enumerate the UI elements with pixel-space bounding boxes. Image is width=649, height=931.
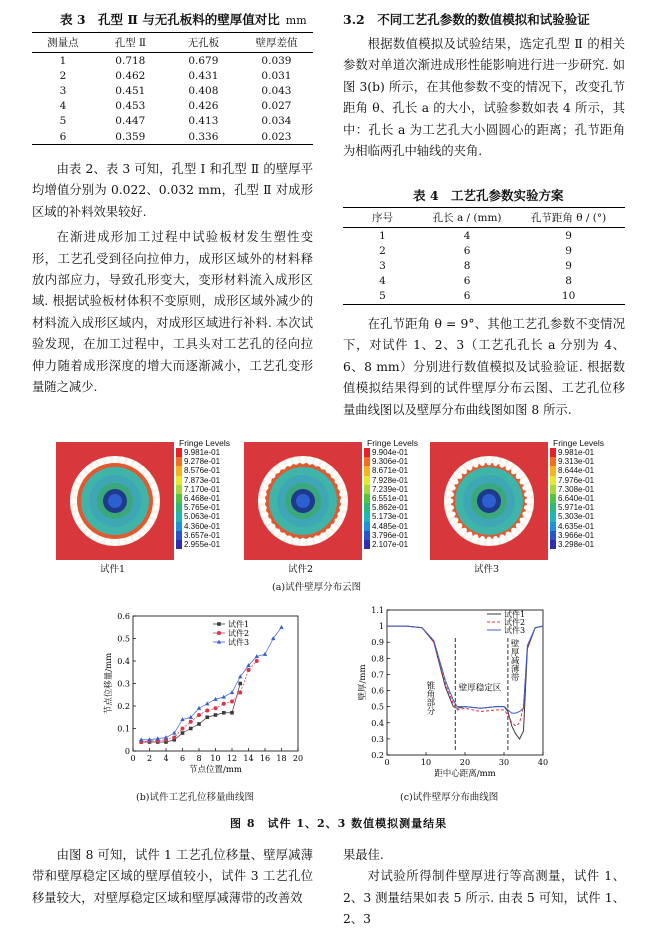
fringe-swatch: [176, 476, 182, 485]
table3-cell: 0.413: [188, 115, 219, 128]
fringe-level: [550, 476, 594, 485]
x-tick-label: 10: [210, 754, 221, 763]
y-tick-label: 0.7: [371, 670, 384, 680]
right-paragraph: 在孔节距角 θ = 9°、其他工艺孔参数不变情况下，对试件 1、2、3（工艺孔孔长 a 分别为 4、6、8 mm）分别进行数值模拟及试验验证. 根据数值模拟结果得到的试件壁厚分布云图、工艺孔位移量曲线图以及壁厚分布曲线图如图 8 所示.: [343, 317, 625, 417]
fringe-level: [550, 494, 594, 503]
fringe-level: [176, 531, 220, 540]
series-line: [141, 661, 257, 742]
bottom-left-paragraph: 由图 8 可知，试件 1 工艺孔位移量、壁厚减薄带和壁厚稳定区域的壁厚值较小，试件 3 工艺孔位移量较大，对壁厚稳定区域和壁厚减薄带的改善效: [32, 848, 313, 905]
y-axis-label: 节点位移量/mm: [104, 652, 114, 715]
y-tick-label: 0.6: [117, 612, 130, 621]
process-hole: [258, 499, 266, 504]
fringe-level-value: 7.928e-01: [372, 475, 409, 485]
process-hole: [487, 456, 492, 465]
fringe-swatch: [364, 457, 370, 466]
fringe-swatch: [550, 448, 556, 457]
fringe-level: [364, 457, 408, 466]
fringe-level: [176, 540, 220, 549]
fringe-swatch: [364, 540, 370, 549]
process-hole: [487, 537, 492, 546]
fringe-level: [364, 503, 408, 512]
table3-cell: 0.451: [115, 84, 146, 97]
sim-field: [244, 442, 362, 560]
table3-row: [32, 83, 313, 98]
x-tick-label: 40: [537, 758, 549, 767]
table3-cell: 3: [59, 84, 67, 97]
table3-cell: 1: [59, 54, 67, 67]
fringe-level-value: 8.644e-01: [558, 466, 595, 476]
table4-cell: 6: [463, 275, 471, 288]
table4-cell: 8: [463, 259, 471, 272]
fringe-level-value: 9.278e-01: [184, 457, 221, 467]
table3-cell: 0.426: [188, 100, 219, 113]
legend-marker: [217, 622, 221, 626]
table4-row: [343, 274, 625, 289]
fringe-swatch: [364, 485, 370, 494]
process-hole: [525, 499, 534, 504]
fringe-level: [364, 522, 408, 531]
table3-title: [60, 10, 307, 28]
sim-contour: [56, 442, 174, 560]
x-tick-label: 14: [243, 754, 254, 763]
fringe-levels-title: Fringe Levels: [179, 438, 231, 448]
fringe-swatch: [550, 503, 556, 512]
x-axis-label: 节点位置/mm: [189, 765, 242, 775]
table4-cell: 4: [379, 275, 386, 288]
fringe-levels-title: Fringe Levels: [367, 438, 419, 448]
table3-row: [32, 114, 313, 129]
table4-cell: 8: [565, 275, 572, 288]
left-paragraph-1: 由表 2、表 3 可知，孔型 Ⅰ 和孔型 Ⅱ 的壁厚平均增值分别为 0.022、0.032 mm，孔型 Ⅱ 对成形区域的补料效果较好.: [32, 162, 313, 219]
table3-cell: 0.462: [115, 69, 146, 82]
process-hole: [340, 499, 348, 504]
x-tick-label: 10: [420, 758, 432, 767]
fringe-level-value: 6.468e-01: [184, 494, 221, 504]
fig8c-caption: (c)试件壁厚分布曲线图: [400, 792, 499, 803]
fringe-level-value: 7.976e-01: [558, 475, 595, 485]
fringe-swatch: [550, 540, 556, 549]
section-text: [343, 34, 625, 162]
fringe-level: [176, 522, 220, 531]
x-tick-label: 20: [292, 754, 304, 763]
fringe-swatch: [176, 485, 182, 494]
fringe-swatch: [176, 448, 182, 457]
fringe-level-value: 7.873e-01: [184, 475, 221, 485]
bottom-right-line: 果最佳.: [343, 848, 384, 862]
fringe-level: [364, 476, 408, 485]
table3-cell: 0.447: [115, 115, 146, 128]
data-point: [189, 727, 193, 731]
process-hole: [70, 499, 77, 504]
table3-cell: 2: [59, 69, 67, 82]
fringe-swatch: [364, 494, 370, 503]
sim-panel: [244, 438, 424, 575]
contour-ring: [482, 494, 496, 508]
table4: [343, 207, 625, 305]
table4-cell: 2: [379, 244, 386, 257]
data-point: [222, 702, 226, 706]
fringe-level: [364, 512, 408, 521]
table4-row: [343, 228, 625, 244]
fringe-level-value: 4.485e-01: [372, 521, 409, 531]
fringe-level-value: 2.107e-01: [372, 539, 409, 549]
data-point: [172, 731, 176, 735]
y-tick-label: 0.2: [371, 751, 384, 760]
fringe-level-value: 8.671e-01: [372, 466, 409, 476]
sim-panel: [56, 438, 236, 575]
data-point: [247, 668, 251, 672]
table4-row: [343, 289, 625, 305]
fringe-level: [364, 494, 408, 503]
legend-marker: [217, 631, 221, 635]
table3-cell: 0.031: [261, 69, 292, 82]
annotation-stable: 壁厚稳定区: [458, 683, 502, 694]
fringe-scale: [364, 448, 408, 549]
table4-cell: 5: [343, 289, 422, 305]
data-point: [230, 700, 234, 704]
fringe-level: [550, 531, 594, 540]
y-tick-label: 0.3: [371, 734, 384, 744]
fringe-swatch: [176, 531, 182, 540]
data-point: [279, 625, 283, 629]
sim-label: 试件1: [100, 564, 126, 575]
sim-contour: [430, 442, 548, 560]
process-hole: [113, 539, 118, 546]
x-tick-label: 12: [226, 754, 238, 763]
table3-cell: 0.039: [261, 54, 292, 67]
fringe-level-value: 3.298e-01: [558, 539, 595, 549]
legend-label: 试件3: [504, 626, 526, 635]
fringe-level-value: 5.173e-01: [372, 512, 409, 522]
x-axis-label: 距中心距离/mm: [434, 769, 496, 779]
table4-header: 序号: [343, 208, 422, 228]
fringe-level: [550, 485, 594, 494]
process-hole: [153, 499, 160, 504]
fringe-swatch: [550, 466, 556, 475]
fringe-swatch: [550, 522, 556, 531]
data-point: [230, 690, 234, 694]
fringe-swatch: [550, 457, 556, 466]
table4-cell: 9: [565, 244, 572, 257]
table3-cell: 0.718: [115, 54, 146, 67]
table4-cell: 9: [565, 229, 572, 242]
table4-cell: 6: [422, 289, 512, 305]
fringe-swatch: [550, 485, 556, 494]
fringe-level-value: 3.796e-01: [372, 530, 409, 540]
table3-cell: 0.453: [115, 100, 146, 113]
data-point: [189, 720, 193, 724]
fringe-level-value: 3.657e-01: [184, 530, 221, 540]
bottom-left-text: [32, 845, 313, 909]
x-tick-label: 20: [459, 758, 471, 767]
fringe-level-value: 9.306e-01: [372, 457, 409, 467]
sim-label: 试件3: [474, 564, 500, 575]
legend-label: 试件3: [228, 638, 250, 647]
fringe-level: [550, 512, 594, 521]
fringe-level-value: 7.170e-01: [184, 484, 221, 494]
contour-ring: [108, 494, 122, 508]
y-tick-label: 0.9: [371, 638, 384, 648]
table3-row: [32, 129, 313, 145]
table4-cell: 9: [565, 259, 572, 272]
y-tick-label: 0.8: [371, 654, 384, 664]
table4-header: 孔长 a / (mm): [422, 208, 512, 228]
x-tick-label: 30: [498, 758, 510, 767]
x-tick-label: 16: [259, 754, 271, 763]
fig8b-caption: (b)试件工艺孔位移量曲线图: [136, 792, 254, 803]
fringe-swatch: [364, 476, 370, 485]
process-hole: [301, 456, 306, 464]
annotation-cone: 锥角部分: [424, 680, 435, 715]
fringe-level: [550, 522, 594, 531]
fringe-level-value: 7.239e-01: [372, 484, 409, 494]
legend-label: 试件1: [504, 610, 526, 619]
data-point: [205, 701, 209, 705]
table3-cell: 0.023: [240, 129, 313, 145]
fringe-swatch: [176, 503, 182, 512]
table3-header: 测量点: [32, 33, 94, 53]
y-tick-label: 1: [378, 622, 384, 632]
fringe-swatch: [364, 448, 370, 457]
data-point: [181, 731, 185, 735]
fringe-level-value: 5.765e-01: [184, 503, 221, 513]
fringe-swatch: [364, 466, 370, 475]
fringe-level-value: 4.360e-01: [184, 521, 221, 531]
table3-row: [32, 53, 313, 69]
fringe-level: [176, 494, 220, 503]
table3-header: 无孔板: [167, 33, 240, 53]
fringe-swatch: [176, 512, 182, 521]
fringe-swatch: [176, 540, 182, 549]
fringe-level: [550, 503, 594, 512]
fringe-swatch: [176, 522, 182, 531]
y-tick-label: 0.5: [117, 634, 130, 644]
fringe-swatch: [364, 531, 370, 540]
fringe-level: [364, 448, 408, 457]
fringe-scale: [176, 448, 220, 549]
legend-marker: [217, 640, 221, 644]
fringe-scale: [550, 448, 594, 549]
table4-cell: 10: [512, 289, 625, 305]
fringe-level: [364, 540, 408, 549]
fringe-level: [176, 448, 220, 457]
legend-label: 试件1: [228, 620, 250, 629]
fringe-level: [176, 466, 220, 475]
data-point: [139, 737, 143, 741]
fringe-level: [364, 466, 408, 475]
fringe-level-value: 9.904e-01: [372, 448, 409, 458]
sim-field: [430, 442, 548, 560]
x-tick-label: 2: [146, 754, 153, 763]
data-point: [238, 682, 242, 686]
fig8b-chart: [95, 604, 310, 779]
process-hole: [444, 499, 453, 504]
table3-row: [32, 99, 313, 114]
x-tick-label: 8: [196, 754, 202, 763]
series-line: [387, 626, 543, 739]
y-tick-label: 0.4: [117, 657, 130, 666]
fringe-swatch: [550, 512, 556, 521]
x-tick-label: 0: [130, 754, 136, 763]
table3-cell: 6: [32, 129, 94, 145]
table3-cell: 4: [59, 100, 67, 113]
table3-cell: 0.679: [188, 54, 219, 67]
legend-label: 试件2: [228, 629, 250, 638]
table3-cell: 0.431: [188, 69, 219, 82]
x-tick-label: 4: [163, 754, 169, 763]
process-hole: [113, 456, 118, 463]
table3: [32, 32, 313, 145]
contour-ring: [296, 494, 310, 508]
data-point: [214, 713, 218, 717]
y-tick-label: 1.1: [371, 606, 384, 615]
table4-cell: 3: [379, 259, 386, 272]
table4-header: 孔节距角 θ / (°): [512, 208, 625, 228]
fringe-level-value: 5.063e-01: [184, 512, 221, 522]
y-tick-label: 0.4: [371, 718, 384, 728]
fringe-level: [550, 466, 594, 475]
data-point: [222, 695, 226, 699]
table3-cell: 5: [59, 115, 67, 128]
fringe-level: [176, 457, 220, 466]
table3-header: 壁厚差值: [240, 33, 313, 53]
table4-cell: 6: [463, 244, 471, 257]
fringe-level-value: 9.981e-01: [184, 448, 221, 458]
table4-row: [343, 243, 625, 258]
fringe-level-value: 8.576e-01: [184, 466, 221, 476]
fringe-level: [550, 448, 594, 457]
fringe-level: [176, 476, 220, 485]
table3-cell: 0.408: [188, 84, 219, 97]
table3-row: [32, 68, 313, 83]
fringe-swatch: [550, 531, 556, 540]
data-point: [255, 659, 259, 663]
series-line: [387, 626, 543, 713]
y-tick-label: 0.1: [117, 724, 130, 734]
y-tick-label: 0.2: [117, 702, 130, 711]
fringe-level-value: 9.981e-01: [558, 448, 595, 458]
table3-header: 孔型 Ⅱ: [94, 33, 167, 53]
data-point: [205, 715, 209, 719]
left-column-text: [32, 159, 313, 398]
sim-label: 试件2: [288, 564, 314, 575]
fringe-swatch: [176, 494, 182, 503]
fringe-level-value: 5.303e-01: [558, 512, 595, 522]
fringe-swatch: [364, 522, 370, 531]
fringe-level-value: 7.308e-01: [558, 484, 595, 494]
right-column-text: [343, 314, 625, 421]
table3-cell: 0.359: [94, 129, 167, 145]
table3-title-text: 表 3 孔型 Ⅱ 与无孔板料的壁厚值对比: [60, 12, 280, 27]
fringe-level-value: 6.640e-01: [558, 494, 595, 504]
y-tick-label: 0.3: [117, 679, 130, 689]
table3-cell: 0.043: [261, 84, 292, 97]
data-point: [222, 711, 226, 715]
fringe-level-value: 2.955e-01: [184, 539, 221, 549]
data-point: [197, 722, 201, 726]
series-line: [141, 627, 281, 740]
left-paragraph-2: 在渐进成形加工过程中试验板材发生塑性变形，工艺孔受到径向拉伸力，成形区域外的材料释放内部应力，导致孔形变大，变形材料流入成形区域. 根据试验板材体积不变原则，成形区域外减少的材料流入成形区域内，对成形区域进行补料. 本次试验发现，在加工过程中，工具头对工艺孔的径向拉伸力随着成形深度的增大而逐渐减小，工艺孔变形量随之减少.: [32, 230, 313, 395]
process-hole: [301, 538, 306, 546]
data-point: [263, 652, 267, 656]
data-point: [214, 706, 218, 710]
fringe-level-value: 4.635e-01: [558, 521, 595, 531]
table3-cell: 0.027: [261, 100, 292, 113]
section-paragraph: 根据数值模拟及试验结果，选定孔型 Ⅱ 的相关参数对单道次渐进成形性能影响进行进一步研究. 如图 3(b) 所示，在其他参数不变的情况下，改变孔节距角 θ、孔长 a 的大小，试验参数如表 4 所示，其中：孔长 a 为工艺孔大小圆圆心的距离；孔节距角为相临两孔中轴线的夹角.: [343, 37, 625, 159]
fringe-swatch: [364, 512, 370, 521]
fringe-swatch: [550, 494, 556, 503]
fringe-level-value: 6.551e-01: [372, 494, 409, 504]
fringe-level-value: 3.966e-01: [558, 530, 595, 540]
section-heading: 3.2 不同工艺孔参数的数值模拟和试验验证: [343, 12, 590, 27]
fringe-level: [176, 512, 220, 521]
fringe-swatch: [176, 466, 182, 475]
data-point: [238, 691, 242, 695]
fringe-level: [176, 485, 220, 494]
fringe-level-value: 5.971e-01: [558, 503, 595, 513]
fringe-level: [364, 531, 408, 540]
fringe-level: [176, 503, 220, 512]
data-point: [197, 706, 201, 710]
y-tick-label: 0.6: [371, 686, 384, 696]
y-axis-label: 壁厚/mm: [358, 664, 368, 701]
y-tick-label: 0: [124, 747, 130, 756]
table4-cell: 1: [379, 229, 386, 242]
x-tick-label: 6: [179, 754, 186, 763]
fringe-level: [550, 540, 594, 549]
fringe-level-value: 9.313e-01: [558, 457, 595, 467]
data-point: [172, 736, 176, 740]
fig8a-caption: (a)试件壁厚分布云图: [272, 582, 362, 593]
table3-cell: 0.034: [261, 115, 292, 128]
fringe-swatch: [176, 457, 182, 466]
sim-field: [56, 442, 174, 560]
fig8c-chart: [355, 602, 560, 780]
data-point: [205, 709, 209, 713]
data-point: [197, 713, 201, 717]
y-tick-label: 0.5: [371, 702, 384, 712]
legend-label: 试件2: [504, 618, 526, 627]
table3-cell: 0.336: [167, 129, 240, 145]
fig8-title: 图 8 试件 1、2、3 数值模拟测量结果: [230, 817, 448, 830]
fringe-level: [550, 457, 594, 466]
table3-unit: mm: [285, 14, 307, 27]
fringe-level-value: 5.862e-01: [372, 503, 409, 513]
fringe-level: [364, 485, 408, 494]
data-point: [164, 735, 168, 739]
fringe-swatch: [550, 476, 556, 485]
table4-row: [343, 258, 625, 273]
bottom-right-paragraph: 对试验所得制件壁厚进行等高测量，试件 1、2、3 测量结果如表 5 所示. 由表 5 可知，试件 1、2、3: [343, 869, 625, 927]
fringe-swatch: [364, 503, 370, 512]
table4-cell: 4: [463, 229, 471, 242]
sim-panel: [430, 438, 610, 575]
annotation-thinning: 壁厚减薄带: [509, 639, 520, 682]
data-point: [230, 711, 234, 715]
sim-contour: [244, 442, 362, 560]
fringe-levels-title: Fringe Levels: [553, 438, 605, 448]
data-point: [181, 727, 185, 731]
x-tick-label: 0: [384, 758, 390, 767]
x-tick-label: 18: [276, 754, 287, 763]
table4-title: 表 4 工艺孔参数实验方案: [413, 188, 564, 203]
